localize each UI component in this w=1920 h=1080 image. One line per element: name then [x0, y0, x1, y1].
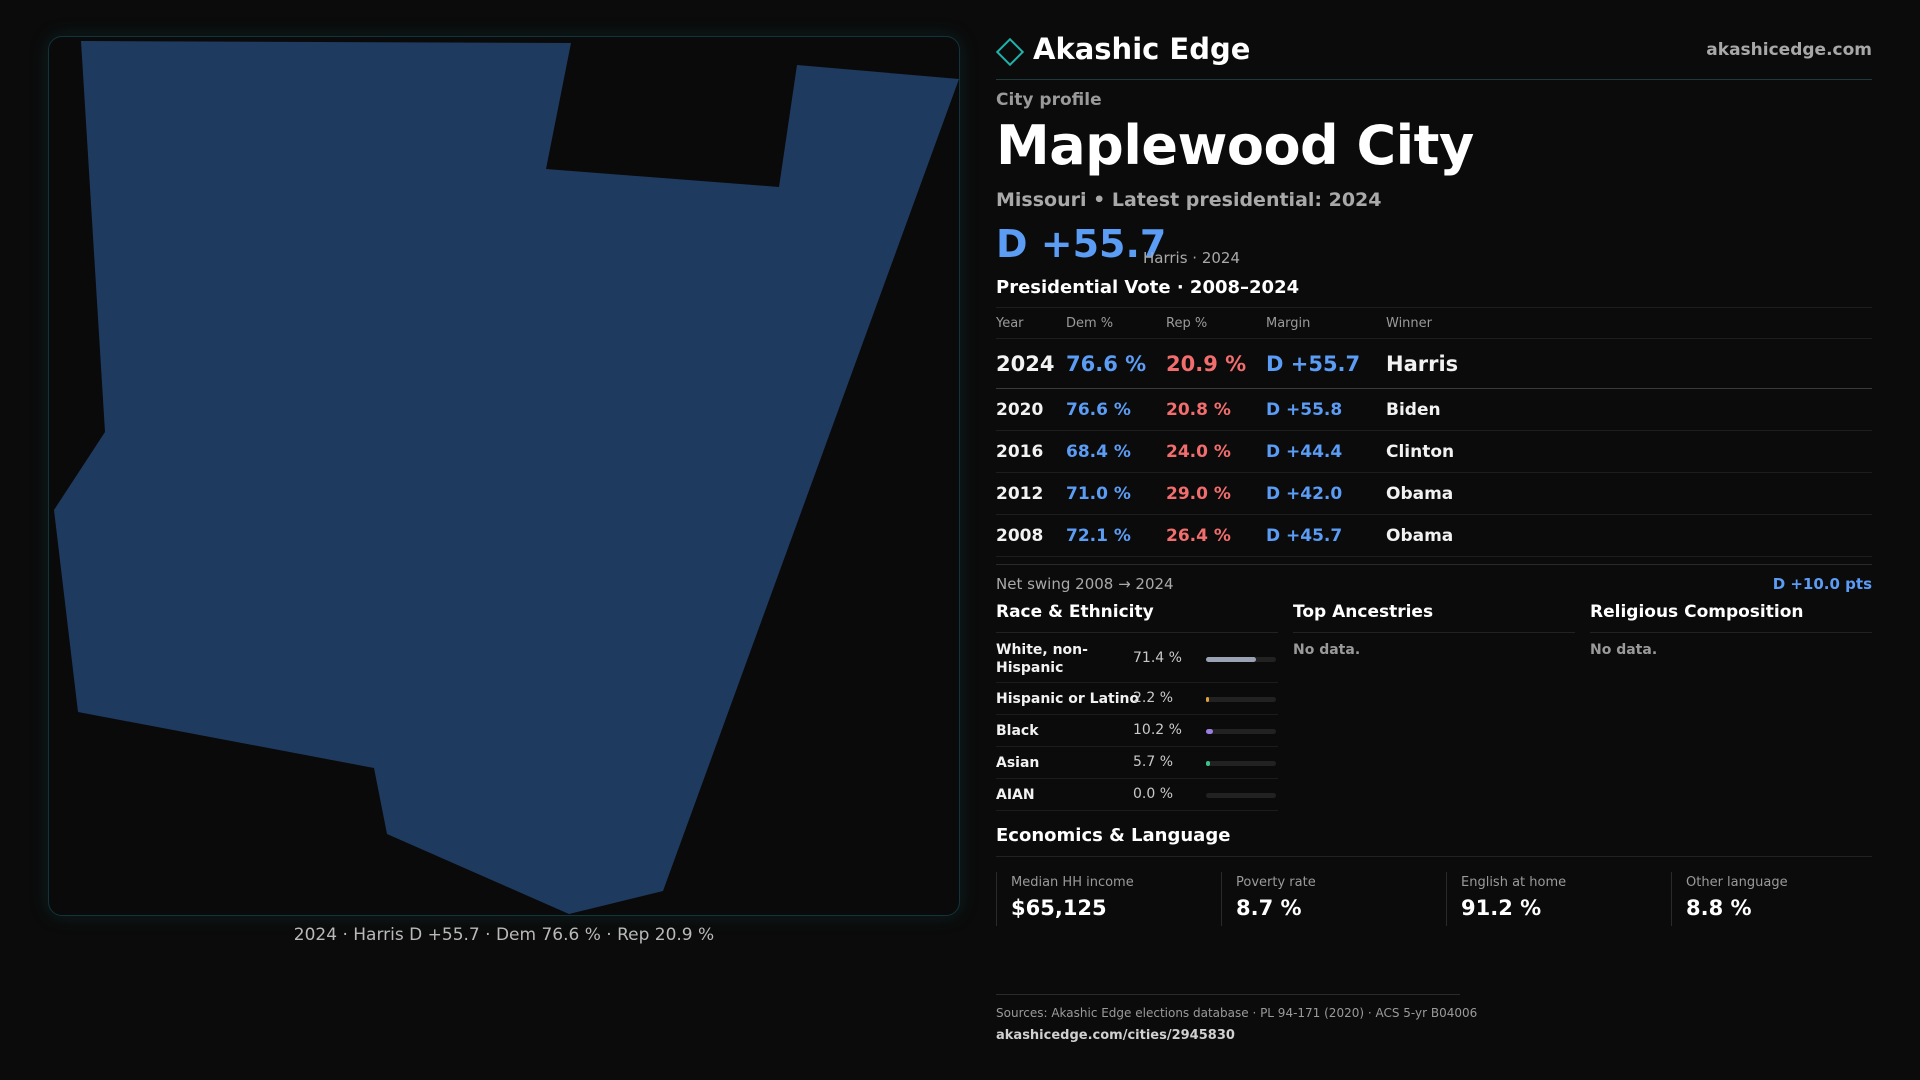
table-row: [996, 515, 1872, 557]
cell-margin: D +55.8: [1266, 400, 1343, 420]
stat-label: Poverty rate: [1236, 875, 1316, 890]
economics-stats: [996, 872, 1872, 926]
cell-year: 2008: [996, 526, 1044, 546]
cell-year: 2020: [996, 400, 1044, 420]
cell-winner: Obama: [1386, 526, 1454, 546]
brand-url-link[interactable]: akashicedge.com: [1706, 40, 1872, 60]
top-ancestries-panel: [1293, 602, 1575, 658]
stat-value: 91.2 %: [1461, 896, 1542, 920]
cell-margin: D +45.7: [1266, 526, 1343, 546]
stat-english-at-home: [1446, 872, 1658, 926]
stat-median-income: [996, 872, 1208, 926]
race-value: 2.2 %: [1133, 690, 1174, 706]
race-bar-fill: [1206, 697, 1209, 702]
cell-winner: Biden: [1386, 400, 1441, 420]
race-ethnicity-panel: [996, 602, 1278, 811]
city-boundary-map[interactable]: [48, 36, 960, 916]
race-label: White, non-Hispanic: [996, 642, 1088, 676]
header-margin: Margin: [1266, 316, 1311, 331]
race-row: [996, 715, 1278, 747]
cell-margin: D +44.4: [1266, 442, 1343, 462]
cell-winner: Clinton: [1386, 442, 1455, 462]
race-row: [996, 633, 1278, 683]
race-value: 0.0 %: [1133, 786, 1174, 802]
race-label: AIAN: [996, 787, 1035, 803]
vote-section-title: Presidential Vote · 2008–2024: [996, 277, 1300, 298]
cell-winner: Obama: [1386, 484, 1454, 504]
stat-label: Median HH income: [1011, 875, 1134, 890]
table-header-row: [996, 308, 1872, 339]
presidential-vote-table: [996, 307, 1872, 557]
city-boundary-polygon[interactable]: [54, 41, 959, 914]
profile-kind-label: City profile: [996, 90, 1102, 110]
header-dem: Dem %: [1066, 316, 1114, 331]
race-value: 10.2 %: [1133, 722, 1182, 738]
economics-language-title: Economics & Language: [996, 825, 1872, 857]
cell-rep: 20.8 %: [1166, 400, 1231, 420]
diamond-logo-icon: [996, 38, 1024, 66]
cell-dem: 71.0 %: [1066, 484, 1131, 504]
ancestries-empty-text: No data.: [1293, 642, 1361, 658]
race-bar-fill: [1206, 761, 1210, 766]
stat-poverty-rate: [1221, 872, 1433, 926]
cell-dem: 76.6 %: [1066, 352, 1147, 376]
cell-margin: D +55.7: [1266, 352, 1361, 376]
cell-year: 2024: [996, 352, 1055, 376]
religion-empty-text: No data.: [1590, 642, 1658, 658]
race-label: Hispanic or Latino: [996, 691, 1140, 707]
map-svg: [49, 37, 960, 916]
race-row: [996, 683, 1278, 715]
state-subtitle: Missouri • Latest presidential: 2024: [996, 189, 1382, 211]
religious-composition-title: Religious Composition: [1590, 602, 1872, 633]
table-row: [996, 431, 1872, 473]
cell-dem: 72.1 %: [1066, 526, 1131, 546]
religious-composition-panel: [1590, 602, 1872, 658]
cell-dem: 76.6 %: [1066, 400, 1131, 420]
cell-rep: 29.0 %: [1166, 484, 1231, 504]
stat-label: Other language: [1686, 875, 1788, 890]
race-ethnicity-title: Race & Ethnicity: [996, 602, 1278, 633]
sources-text: Sources: Akashic Edge elections database · PL 94-171 (2020) · ACS 5-yr B04006: [996, 1006, 1478, 1020]
stat-value: 8.7 %: [1236, 896, 1302, 920]
headline-winner: Harris · 2024: [1143, 249, 1241, 267]
cell-winner: Harris: [1386, 352, 1459, 376]
race-label: Asian: [996, 755, 1040, 771]
table-row-latest: [996, 339, 1872, 389]
header-winner: Winner: [1386, 316, 1433, 331]
stat-value: $65,125: [1011, 896, 1107, 920]
cell-rep: 20.9 %: [1166, 352, 1247, 376]
map-caption: 2024 · Harris D +55.7 · Dem 76.6 % · Rep 20.9 %: [293, 925, 715, 945]
race-bar-track: [1206, 761, 1276, 766]
headline-margin: D +55.7: [996, 222, 1167, 266]
cell-rep: 26.4 %: [1166, 526, 1231, 546]
race-bar-fill: [1206, 657, 1256, 662]
cell-margin: D +42.0: [1266, 484, 1343, 504]
stat-other-language: [1671, 872, 1883, 926]
race-bar-fill: [1206, 729, 1213, 734]
table-row: [996, 473, 1872, 515]
net-swing-value: D +10.0 pts: [1772, 575, 1872, 593]
race-bar-track: [1206, 793, 1276, 798]
cell-rep: 24.0 %: [1166, 442, 1231, 462]
net-swing-row: [996, 564, 1872, 596]
race-row: [996, 747, 1278, 779]
race-row: [996, 779, 1278, 811]
page-title: Maplewood City: [996, 114, 1474, 177]
stat-label: English at home: [1461, 875, 1567, 890]
brand-bar: [996, 30, 1872, 80]
net-swing-label: Net swing 2008 → 2024: [996, 575, 1174, 593]
footer: [996, 994, 1478, 1043]
race-bar-track: [1206, 657, 1276, 662]
brand-name: Akashic Edge: [1033, 32, 1251, 66]
table-row: [996, 389, 1872, 431]
header-rep: Rep %: [1166, 316, 1208, 331]
top-ancestries-title: Top Ancestries: [1293, 602, 1575, 633]
profile-column: [996, 0, 1872, 1080]
page-url-link[interactable]: akashicedge.com/cities/2945830: [996, 1028, 1235, 1043]
race-value: 5.7 %: [1133, 754, 1174, 770]
cell-dem: 68.4 %: [1066, 442, 1131, 462]
cell-year: 2016: [996, 442, 1044, 462]
header-year: Year: [996, 316, 1024, 331]
race-bar-track: [1206, 729, 1276, 734]
stat-value: 8.8 %: [1686, 896, 1752, 920]
race-value: 71.4 %: [1133, 650, 1182, 666]
cell-year: 2012: [996, 484, 1044, 504]
race-bar-track: [1206, 697, 1276, 702]
race-label: Black: [996, 723, 1039, 739]
